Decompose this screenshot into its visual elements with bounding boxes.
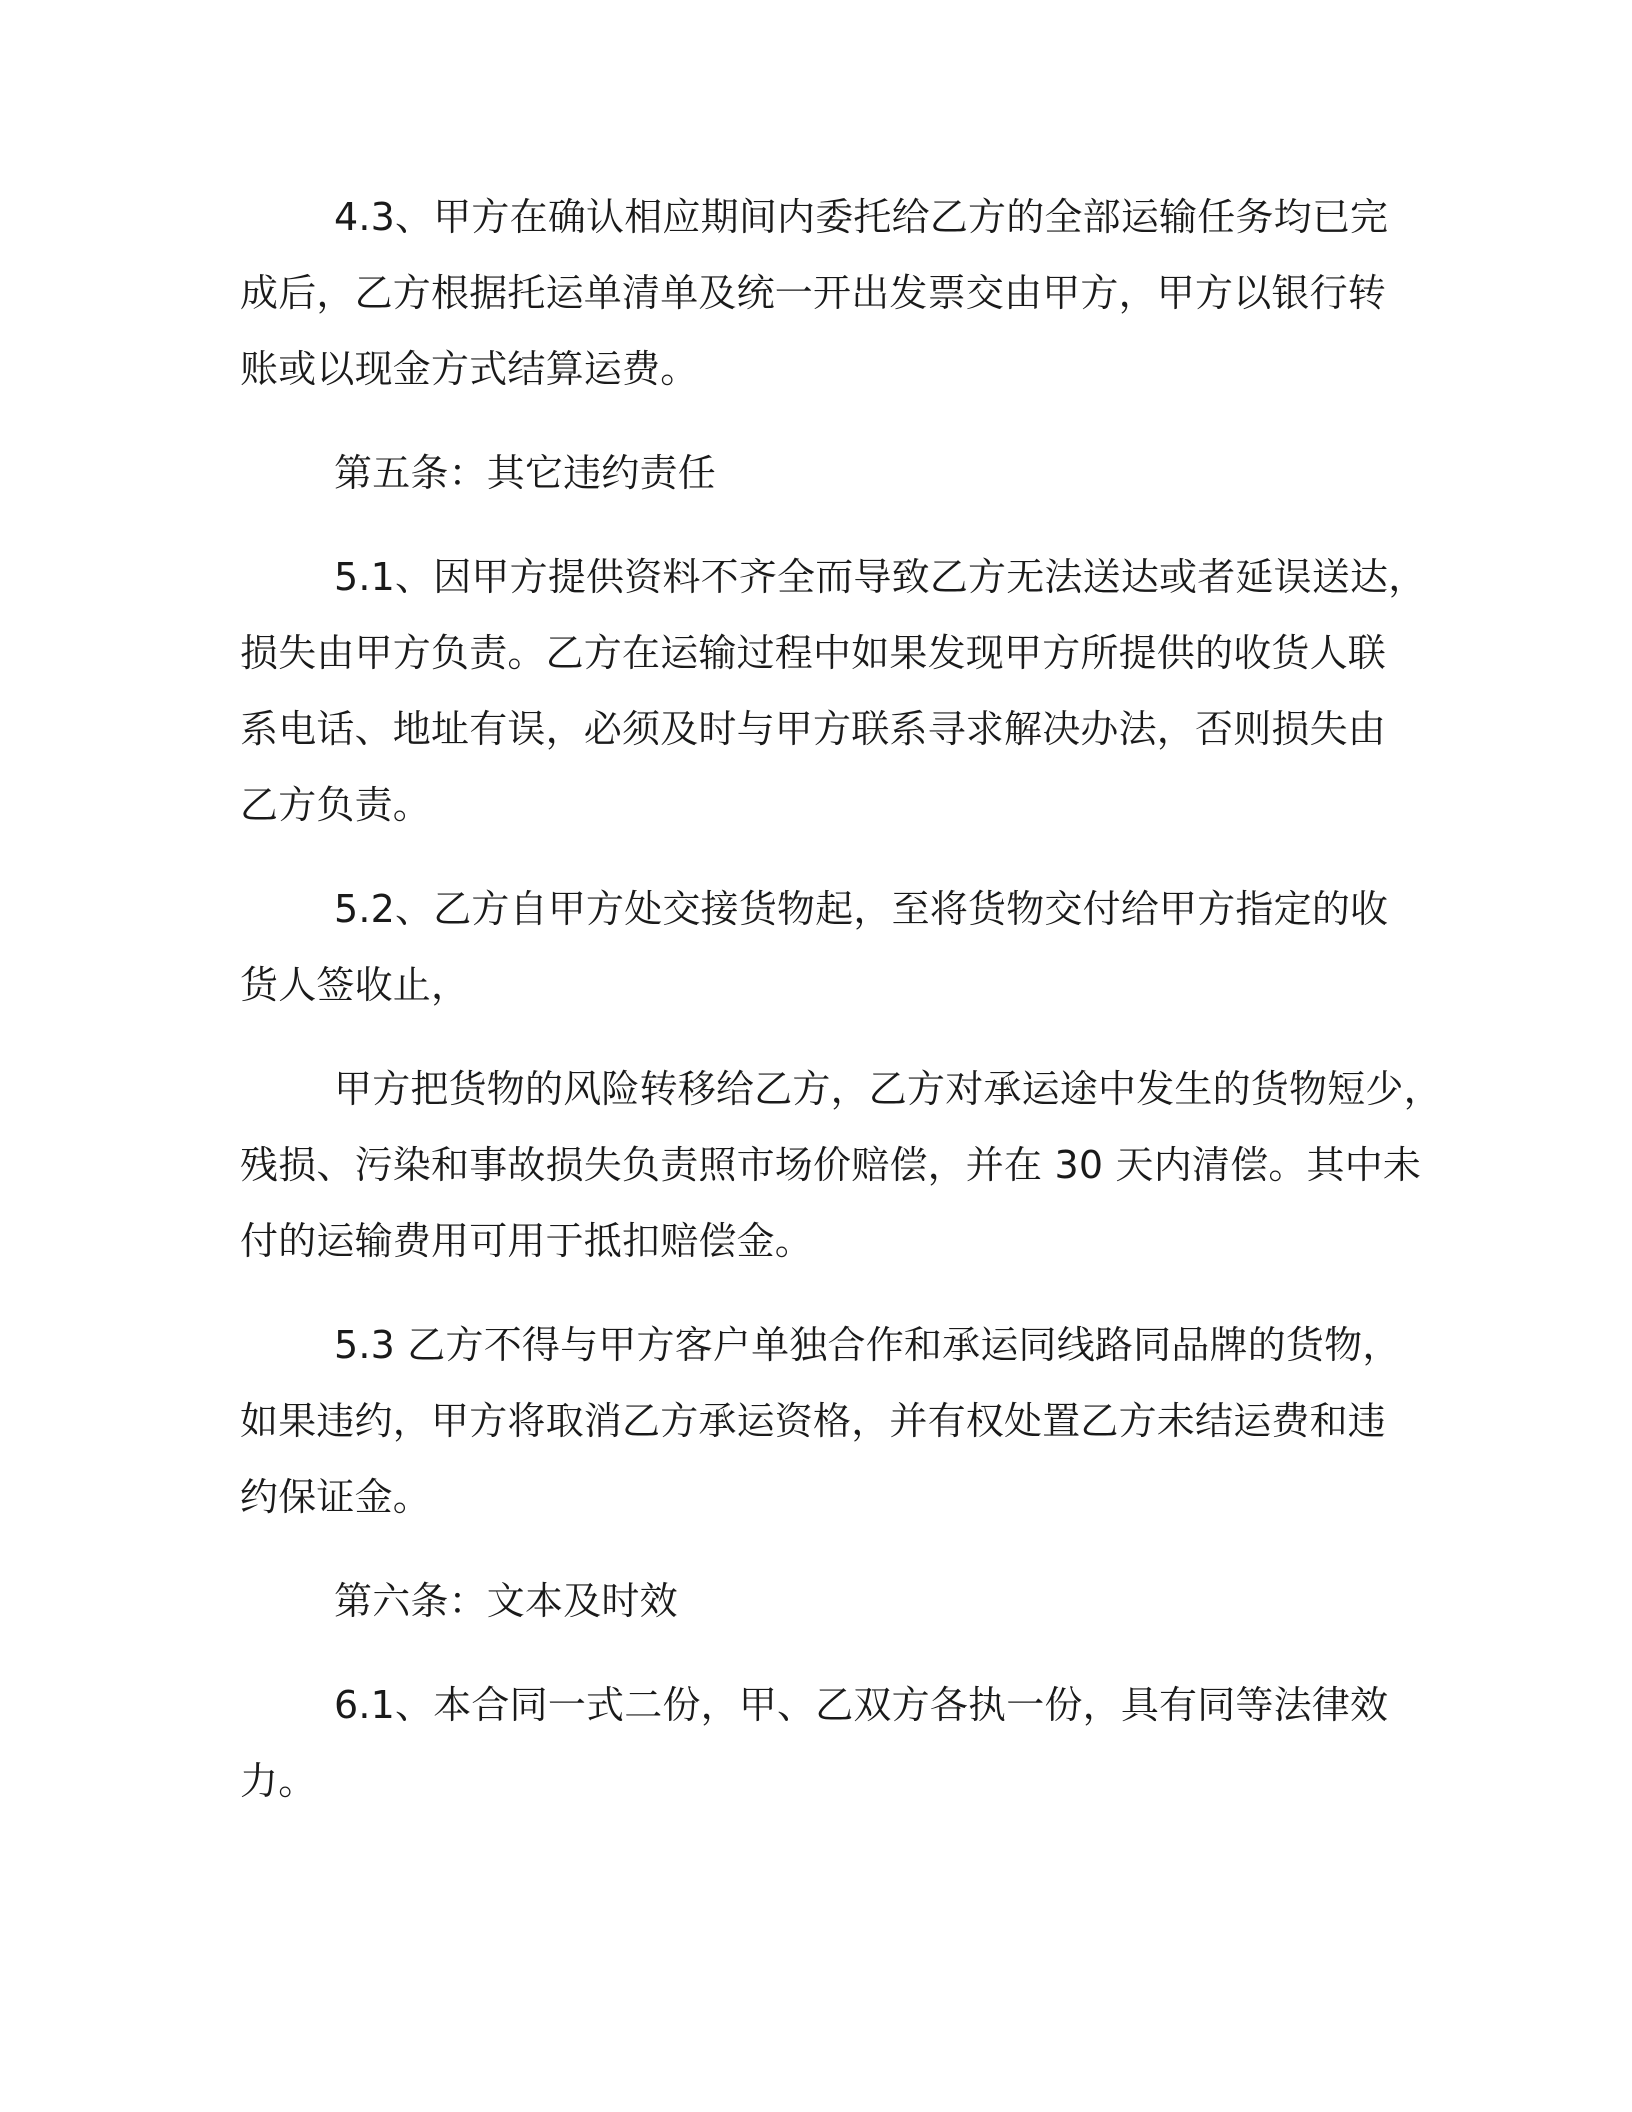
clause-5-1-line-3: 系电话、地址有误，必须及时与甲方联系寻求解决办法，否则损失由	[240, 707, 1387, 751]
article-5-heading: 第五条：其它违约责任	[334, 451, 717, 495]
clause-6-1-line-1: 6.1、本合同一式二份，甲、乙双方各执一份，具有同等法律效	[334, 1683, 1389, 1727]
clause-5-3-line-3: 约保证金。	[240, 1475, 432, 1519]
clause-6-1-line-2: 力。	[240, 1759, 317, 1803]
clause-4-3-line-3: 账或以现金方式结算运费。	[240, 347, 699, 391]
clause-5-2-cont-line-1: 甲方把货物的风险转移给乙方，乙方对承运途中发生的货物短少，	[334, 1067, 1442, 1111]
clause-4-3-line-2: 成后，乙方根据托运单清单及统一开出发票交由甲方，甲方以银行转	[240, 271, 1387, 315]
clause-5-2-cont-line-2: 残损、污染和事故损失负责照市场价赔偿，并在 30 天内清偿。其中未	[240, 1143, 1422, 1187]
clause-5-1-line-2: 损失由甲方负责。乙方在运输过程中如果发现甲方所提供的收货人联	[240, 631, 1387, 675]
clause-5-3-line-1: 5.3 乙方不得与甲方客户单独合作和承运同线路同品牌的货物，	[334, 1323, 1401, 1367]
clause-5-1-line-1: 5.1、因甲方提供资料不齐全而导致乙方无法送达或者延误送达，	[334, 555, 1427, 599]
clause-5-2-cont-line-3: 付的运输费用可用于抵扣赔偿金。	[240, 1219, 814, 1263]
clause-5-3-line-2: 如果违约，甲方将取消乙方承运资格，并有权处置乙方未结运费和违	[240, 1399, 1387, 1443]
article-6-heading: 第六条：文本及时效	[334, 1579, 678, 1623]
clause-5-2-line-1: 5.2、乙方自甲方处交接货物起，至将货物交付给甲方指定的收	[334, 887, 1389, 931]
clause-4-3-line-1: 4.3、甲方在确认相应期间内委托给乙方的全部运输任务均已完	[334, 195, 1389, 239]
clause-5-2-line-2: 货人签收止，	[240, 963, 470, 1007]
clause-5-1-line-4: 乙方负责。	[240, 783, 432, 827]
